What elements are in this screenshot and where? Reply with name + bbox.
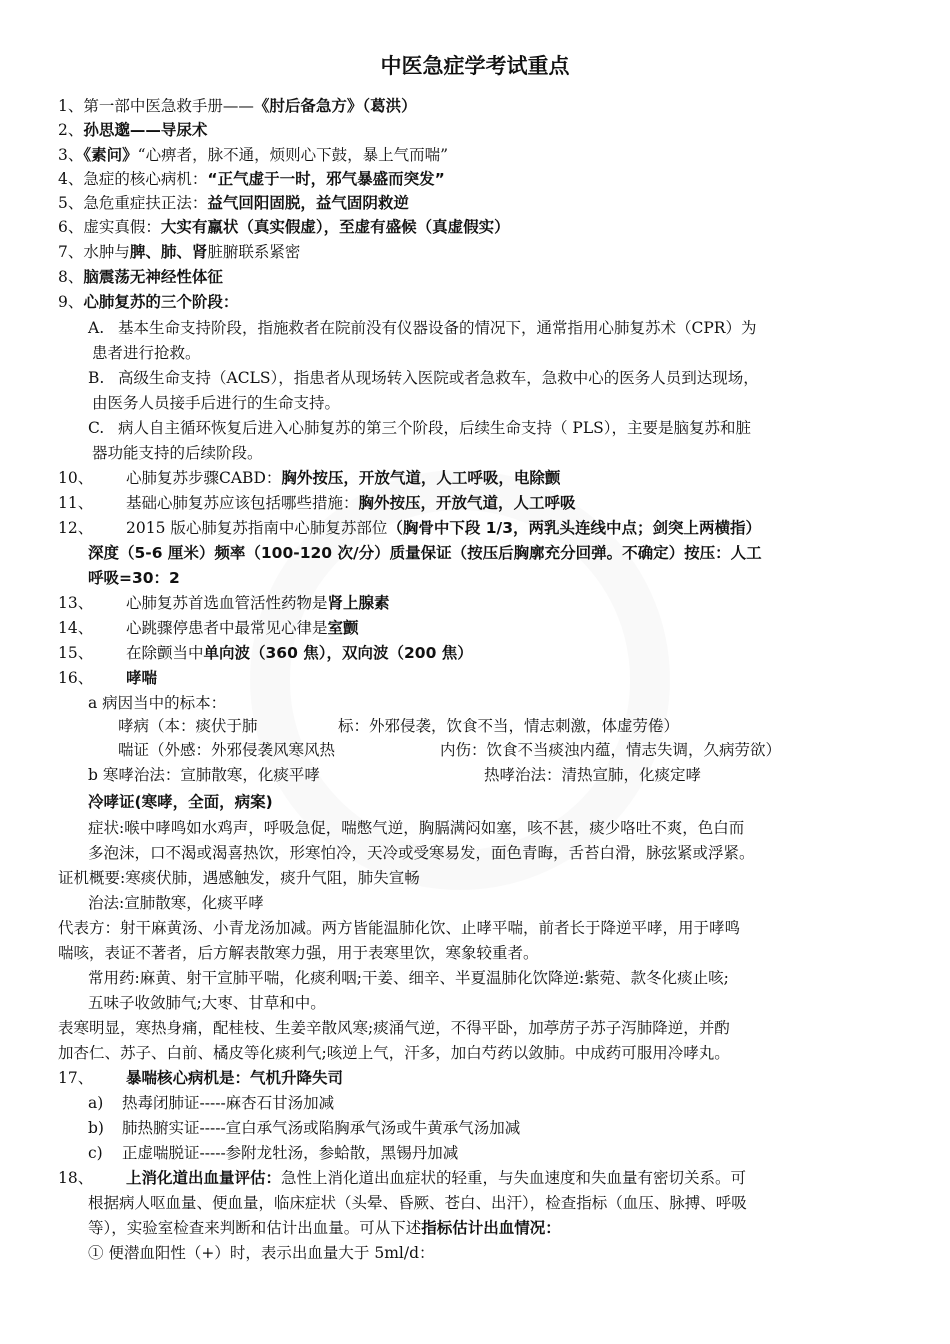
item-number: 5、 bbox=[58, 194, 84, 212]
item-number: 14、 bbox=[58, 619, 94, 637]
item-9b-label: B. bbox=[88, 369, 105, 387]
item-17 bbox=[58, 1066, 343, 1090]
item-number: 16、 bbox=[58, 669, 94, 687]
item-number: 10、 bbox=[58, 469, 94, 487]
item-number: 1、 bbox=[58, 97, 84, 115]
herbs-line-1: 常用药:麻黄、射干宣肺平喘，化痰利咽;干姜、细辛、半夏温肺化饮降逆:紫菀、款冬化痰止咳; bbox=[88, 969, 729, 987]
item-bold-text: 益气回阳固脱，益气固阴救逆 bbox=[207, 194, 409, 212]
item-18-point-1: ① 便潜血阳性（+）时，表示出血量大于 5ml/d： bbox=[88, 1244, 435, 1262]
item-17b-text: 肺热腑实证-----宣白承气汤或陷胸承气汤或牛黄承气汤加减 bbox=[122, 1119, 521, 1137]
item-text: “心痹者，脉不通，烦则心下鼓，暴上气而喘” bbox=[137, 146, 448, 164]
item-text: 脏腑联系紧密 bbox=[207, 243, 301, 261]
item-bold-text: 脾、肺、肾 bbox=[129, 243, 208, 261]
modification-line-1: 表寒明显，寒热身痛，配桂枝、生姜辛散风寒;痰涌气逆，不得平卧，加葶苈子苏子泻肺降逆，并酌 bbox=[58, 1019, 730, 1037]
item-17c-label: c) bbox=[88, 1144, 103, 1162]
item-6 bbox=[58, 215, 510, 239]
item-11 bbox=[58, 491, 576, 515]
item-bold-text: 哮喘 bbox=[126, 669, 158, 687]
item-bold-text: 脑震荡无神经性体征 bbox=[83, 268, 223, 286]
page-title: 中医急症学考试重点 bbox=[380, 54, 570, 78]
cold-asthma-method: b 寒哮治法：宣肺散寒，化痰平哮 bbox=[88, 766, 320, 784]
item-13 bbox=[58, 591, 390, 615]
item-number: 12、 bbox=[58, 519, 94, 537]
symptom-line-1: 症状:喉中哮鸣如水鸡声，呼吸急促，喘憋气逆，胸膈满闷如塞，咳不甚，痰少咯吐不爽，色白而 bbox=[88, 819, 745, 837]
item-bold-text: 肾上腺素 bbox=[327, 594, 390, 612]
item-9c-text: 病人自主循环恢复后进入心肺复苏的第三个阶段，后续生命支持（ PLS），主要是脑复苏和脏 bbox=[118, 419, 752, 437]
item-bold-text: 大实有羸状（真实假虚），至虚有盛候（真虚假实） bbox=[160, 218, 510, 236]
item-1 bbox=[58, 94, 417, 118]
item-bold-text: 室颤 bbox=[327, 619, 359, 637]
cause-heading: a 病因当中的标本： bbox=[88, 694, 227, 712]
item-number: 3、 bbox=[58, 146, 84, 164]
item-text: 基础心肺复苏应该包括哪些措施： bbox=[126, 494, 359, 512]
item-number: 13、 bbox=[58, 594, 94, 612]
xiao-root: 哮病（本：痰伏于肺 bbox=[118, 717, 258, 735]
item-17c-text: 正虚喘脱证-----参附龙牡汤，参蛤散，黑锡丹加减 bbox=[122, 1144, 459, 1162]
item-16 bbox=[58, 666, 157, 690]
item-number: 2、 bbox=[58, 121, 84, 139]
item-bold-text: 孙思邈——导尿术 bbox=[83, 121, 208, 139]
item-bold-text: （胸骨中下段 1/3，两乳头连线中点；剑突上两横指） bbox=[387, 519, 762, 537]
item-18 bbox=[58, 1166, 746, 1190]
item-4 bbox=[58, 167, 445, 191]
item-text: 急危重症扶正法： bbox=[83, 194, 208, 212]
item-12-cont2: 呼吸=30：2 bbox=[88, 569, 180, 587]
item-bold-text: 《素问》 bbox=[83, 146, 138, 164]
xiao-branch: 标：外邪侵袭，饮食不当，情志刺激，体虚劳倦） bbox=[338, 717, 680, 735]
item-15 bbox=[58, 641, 473, 665]
item-text: 等），实验室检查来判断和估计出血量。可从下述 bbox=[88, 1219, 422, 1237]
heat-asthma-method: 热哮治法：清热宣肺，化痰定哮 bbox=[484, 766, 702, 784]
item-text: 心跳骤停患者中最常见心律是 bbox=[126, 619, 328, 637]
item-18-cont2 bbox=[88, 1216, 561, 1240]
treatment: 治法:宣肺散寒，化痰平哮 bbox=[88, 894, 264, 912]
item-18-cont: 根据病人呕血量、便血量，临床症状（头晕、昏厥、苍白、出汗），检查指标（血压、脉搏、呼吸 bbox=[88, 1194, 747, 1212]
item-12 bbox=[58, 516, 761, 540]
item-bold-text: 上消化道出血量评估： bbox=[126, 1169, 282, 1187]
item-3 bbox=[58, 143, 448, 167]
item-number: 18、 bbox=[58, 1169, 94, 1187]
item-number: 8、 bbox=[58, 268, 84, 286]
item-9c-label: C. bbox=[88, 419, 105, 437]
item-number: 4、 bbox=[58, 170, 84, 188]
modification-line-2: 加杏仁、苏子、白前、橘皮等化痰利气;咳逆上气，汗多，加白芍药以敛肺。中成药可服用冷哮丸。 bbox=[58, 1044, 730, 1062]
item-9b-text: 高级生命支持（ACLS），指患者从现场转入医院或者急救车，急救中心的医务人员到达现场， bbox=[118, 369, 759, 387]
item-9c-text-cont: 器功能支持的后续阶段。 bbox=[92, 444, 263, 462]
item-9a-text: 基本生命支持阶段，指施救者在院前没有仪器设备的情况下，通常指用心肺复苏术（CPR）为 bbox=[118, 319, 757, 337]
item-number: 7、 bbox=[58, 243, 84, 261]
item-17b-label: b) bbox=[88, 1119, 104, 1137]
item-number: 15、 bbox=[58, 644, 94, 662]
item-text: 心肺复苏步骤CABD： bbox=[126, 469, 282, 487]
item-text: 急症的核心病机： bbox=[83, 170, 208, 188]
item-bold-text: 心肺复苏的三个阶段： bbox=[83, 293, 239, 311]
herbs-line-2: 五味子收敛肺气;大枣、甘草和中。 bbox=[88, 994, 326, 1012]
item-12-cont: 深度（5-6 厘米）频率（100-120 次/分）质量保证（按压后胸廓充分回弹。不确定）按压：人工 bbox=[88, 544, 762, 562]
item-text: 急性上消化道出血症状的轻重，与失血速度和失血量有密切关系。可 bbox=[281, 1169, 747, 1187]
item-9a-text-cont: 患者进行抢救。 bbox=[92, 344, 201, 362]
item-bold-text: 胸外按压，开放气道，人工呼吸 bbox=[358, 494, 576, 512]
item-14 bbox=[58, 616, 359, 640]
item-9a-label: A. bbox=[88, 319, 105, 337]
item-number: 6、 bbox=[58, 218, 84, 236]
cold-asthma-title: 冷哮证(寒哮，全面，病案) bbox=[88, 793, 273, 811]
item-17a-label: a) bbox=[88, 1094, 104, 1112]
item-9b-text-cont: 由医务人员接手后进行的生命支持。 bbox=[92, 394, 341, 412]
item-number: 9、 bbox=[58, 293, 84, 311]
chuan-internal: 内伤：饮食不当痰浊内蕴，情志失调，久病劳欲） bbox=[440, 741, 782, 759]
item-bold-text: “正气虚于一时，邪气暴盛而突发” bbox=[207, 170, 445, 188]
item-text: 在除颤当中 bbox=[126, 644, 204, 662]
item-2 bbox=[58, 118, 207, 142]
item-text: 水肿与 bbox=[83, 243, 130, 261]
item-bold-text: 暴喘核心病机是：气机升降失司 bbox=[126, 1069, 344, 1087]
item-text: 2015 版心肺复苏指南中心肺复苏部位 bbox=[126, 519, 388, 537]
item-8 bbox=[58, 265, 223, 289]
chuan-external: 喘证（外感：外邪侵袭风寒风热 bbox=[118, 741, 336, 759]
item-bold-text: 单向波（360 焦），双向波（200 焦） bbox=[203, 644, 473, 662]
item-text: 虚实真假： bbox=[83, 218, 161, 236]
item-17a-text: 热毒闭肺证-----麻杏石甘汤加减 bbox=[122, 1094, 335, 1112]
item-5 bbox=[58, 191, 409, 215]
formula-line-1: 代表方：射干麻黄汤、小青龙汤加减。两方皆能温肺化饮、止哮平喘，前者长于降逆平哮，用于哮鸣 bbox=[58, 919, 741, 937]
symptom-line-2: 多泡沫，口不渴或渴喜热饮，形寒怕冷，天冷或受寒易发，面色青晦，舌苔白滑，脉弦紧或浮紧。 bbox=[88, 844, 755, 862]
formula-line-2: 喘咳，表证不著者，后方解表散寒力强，用于表寒里饮，寒象较重者。 bbox=[58, 944, 539, 962]
item-number: 17、 bbox=[58, 1069, 94, 1087]
item-number: 11、 bbox=[58, 494, 94, 512]
item-bold-text: 胸外按压，开放气道，人工呼吸，电除颤 bbox=[281, 469, 561, 487]
item-bold-text: 《肘后备急方》（葛洪） bbox=[253, 97, 417, 115]
item-bold-text: 指标估计出血情况： bbox=[421, 1219, 561, 1237]
item-text: 第一部中医急救手册—— bbox=[83, 97, 254, 115]
item-7 bbox=[58, 240, 300, 264]
item-9 bbox=[58, 290, 238, 314]
item-10 bbox=[58, 466, 560, 490]
pathogenesis: 证机概要:寒痰伏肺，遇感触发，痰升气阻，肺失宣畅 bbox=[58, 869, 420, 887]
item-text: 心肺复苏首选血管活性药物是 bbox=[126, 594, 328, 612]
